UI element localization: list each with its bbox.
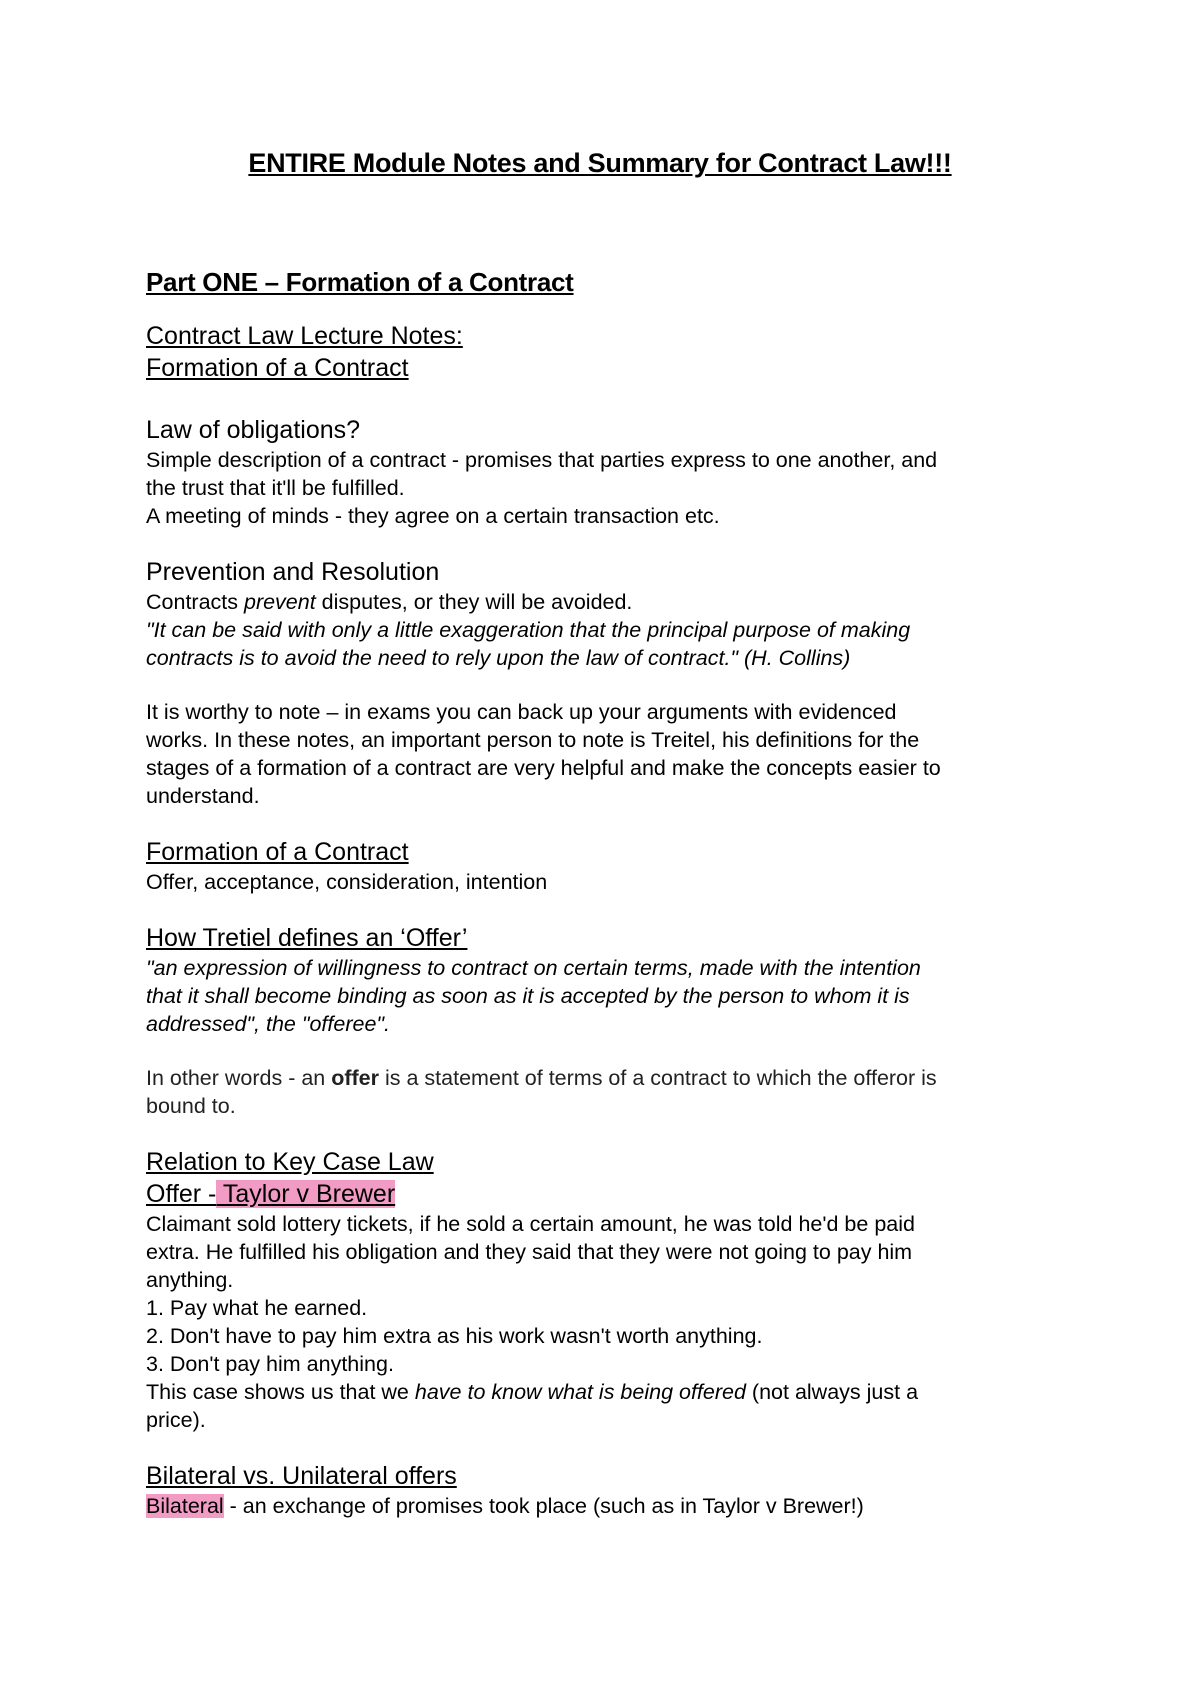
case-shows-post: (not always just a <box>745 1380 919 1404</box>
case-shows-pre: This case shows us that we <box>146 1380 415 1404</box>
prevention-post: disputes, or they will be avoided. <box>315 590 633 614</box>
prevention-pre: Contracts <box>146 590 244 614</box>
case-item-1: 1. Pay what he earned. <box>146 1296 368 1320</box>
document-body <box>146 320 1066 1520</box>
lecture-heading-1: Contract Law Lecture Notes: <box>146 322 463 350</box>
offer-quote-3: addressed", the "offeree". <box>146 1012 391 1036</box>
obligations-line-2: the trust that it'll be fulfilled. <box>146 476 405 500</box>
formation-heading: Formation of a Contract <box>146 838 409 866</box>
offer-label: Offer - <box>146 1180 217 1208</box>
case-shows-line-1 <box>146 1378 1066 1406</box>
document-title: ENTIRE Module Notes and Summary for Contract Law!!! <box>248 148 952 178</box>
other-words-post: is a statement of terms of a contract to which the offeror is <box>379 1066 937 1090</box>
part-heading: Part ONE – Formation of a Contract <box>146 267 574 297</box>
bilateral-text: - an exchange of promises took place (such as in Taylor v Brewer!) <box>223 1494 864 1518</box>
offer-case-highlight: Taylor v Brewer <box>216 1180 396 1208</box>
case-item-2: 2. Don't have to pay him extra as his work wasn't worth anything. <box>146 1324 763 1348</box>
case-line-3: anything. <box>146 1268 234 1292</box>
lecture-heading-2: Formation of a Contract <box>146 354 409 382</box>
other-words-line-2: bound to. <box>146 1094 236 1118</box>
prevention-line-1 <box>146 588 1066 616</box>
worthy-line-4: understand. <box>146 784 260 808</box>
prevention-heading: Prevention and Resolution <box>146 558 440 586</box>
case-shows-line-2: price). <box>146 1408 206 1432</box>
other-words-pre: In other words - an <box>146 1066 332 1090</box>
worthy-line-3: stages of a formation of a contract are very helpful and make the concepts easier to <box>146 756 941 780</box>
case-shows-em: have to know what is being offered <box>414 1380 746 1404</box>
case-item-3: 3. Don't pay him anything. <box>146 1352 394 1376</box>
other-words-line-1 <box>146 1064 1066 1092</box>
collins-quote-1: "It can be said with only a little exaggeration that the principal purpose of making <box>146 618 911 642</box>
worthy-line-1: It is worthy to note – in exams you can back up your arguments with evidenced <box>146 700 897 724</box>
case-line-2: extra. He fulfilled his obligation and they said that they were not going to pay him <box>146 1240 913 1264</box>
case-line-1: Claimant sold lottery tickets, if he sold a certain amount, he was told he'd be paid <box>146 1212 915 1236</box>
bilateral-term-highlight: Bilateral <box>146 1494 224 1518</box>
bilateral-heading: Bilateral vs. Unilateral offers <box>146 1462 457 1490</box>
offer-case-heading <box>146 1178 1066 1210</box>
worthy-line-2: works. In these notes, an important person to note is Treitel, his definitions for the <box>146 728 920 752</box>
collins-quote-2: contracts is to avoid the need to rely upon the law of contract." (H. Collins) <box>146 646 851 670</box>
bilateral-line <box>146 1492 1066 1520</box>
offer-quote-1: "an expression of willingness to contract on certain terms, made with the intention <box>146 956 921 980</box>
obligations-line-1: Simple description of a contract - promises that parties express to one another, and <box>146 448 938 472</box>
offer-quote-2: that it shall become binding as soon as it is accepted by the person to whom it is <box>146 984 910 1008</box>
offer-definition-heading: How Tretiel defines an ‘Offer’ <box>146 924 468 952</box>
formation-line: Offer, acceptance, consideration, intention <box>146 870 548 894</box>
other-words-bold: offer <box>331 1066 380 1090</box>
case-law-heading: Relation to Key Case Law <box>146 1148 434 1176</box>
obligations-heading: Law of obligations? <box>146 416 361 444</box>
obligations-line-3: A meeting of minds - they agree on a certain transaction etc. <box>146 504 720 528</box>
prevention-em: prevent <box>243 590 316 614</box>
